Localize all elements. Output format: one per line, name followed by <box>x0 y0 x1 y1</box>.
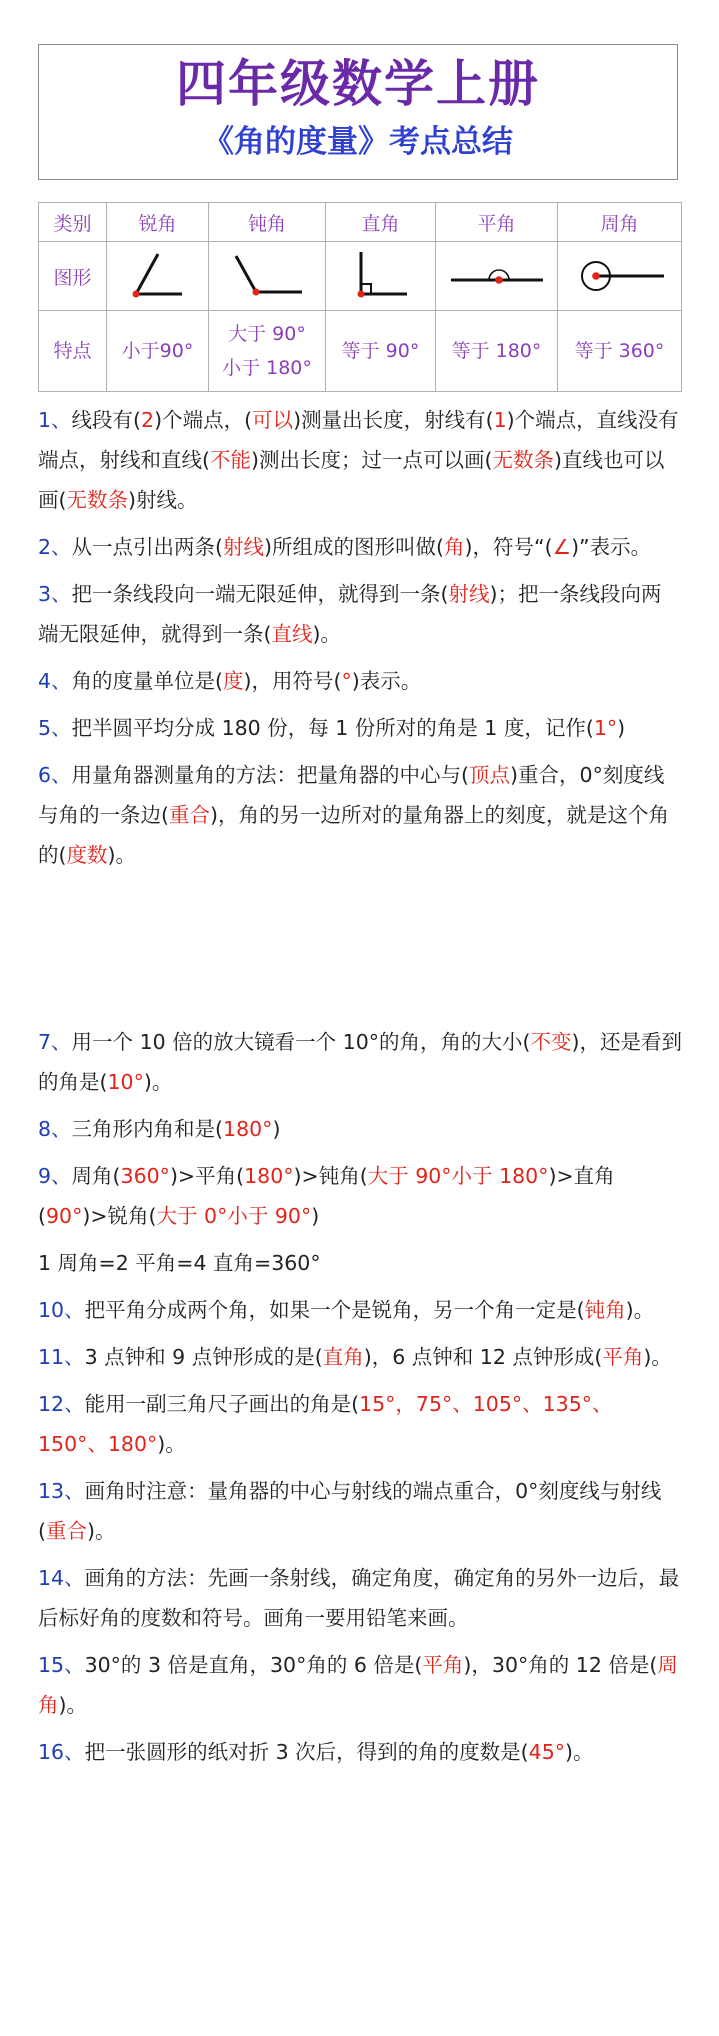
point-13: 13、画角时注意：量角器的中心与射线的端点重合，0°刻度线与射线(重合)。 <box>38 1479 662 1543</box>
header-right: 直角 <box>326 203 436 242</box>
acute-feature: 小于90° <box>107 311 209 392</box>
full-feature: 等于 360° <box>558 311 682 392</box>
table-shape-row <box>39 242 682 311</box>
header-acute: 锐角 <box>107 203 209 242</box>
point-15: 15、30°的 3 倍是直角，30°角的 6 倍是(平角)，30°角的 12 倍是(周角)。 <box>38 1653 678 1717</box>
point-11: 11、3 点钟和 9 点钟形成的是(直角)，6 点钟和 12 点钟形成(平角)。 <box>38 1345 672 1369</box>
table-header-row <box>39 203 682 242</box>
angle-types-table <box>38 202 681 392</box>
table-feature-row <box>39 311 682 392</box>
straight-feature: 等于 180° <box>436 311 558 392</box>
straight-angle-figure <box>436 242 558 311</box>
point-9-equation: 1 周角=2 平角=4 直角=360° <box>38 1251 321 1275</box>
obtuse-angle-figure <box>209 242 326 311</box>
point-14: 14、画角的方法：先画一条射线，确定角度，确定角的另外一边后，最后标好角的度数和符号。画角一要用铅笔来画。 <box>38 1566 680 1630</box>
blank-gap <box>38 882 682 1022</box>
point-9: 9、周角(360°)>平角(180°)>钝角(大于 90°小于 180°)>直角(90°)>锐角(大于 0°小于 90°) <box>38 1164 615 1228</box>
obtuse-feature-line1: 大于 90° <box>228 323 306 345</box>
obtuse-feature-line2: 小于 180° <box>222 357 312 379</box>
right-feature: 等于 90° <box>326 311 436 392</box>
obtuse-feature <box>209 311 326 392</box>
row-label-shape: 图形 <box>39 242 107 311</box>
point-10: 10、把平角分成两个角，如果一个是锐角，另一个角一定是(钝角)。 <box>38 1298 655 1322</box>
point-3: 3、把一条线段向一端无限延伸，就得到一条(射线)；把一条线段向两端无限延伸，就得到一条(直线)。 <box>38 582 662 646</box>
row-label-feature: 特点 <box>39 311 107 392</box>
point-1: 1、线段有(2)个端点，(可以)测量出长度，射线有(1)个端点，直线没有端点，射线和直线(不能)测出长度；过一点可以画(无数条)直线也可以画(无数条)射线。 <box>38 408 679 512</box>
header-obtuse: 钝角 <box>209 203 326 242</box>
point-16: 16、把一张圆形的纸对折 3 次后，得到的角的度数是(45°)。 <box>38 1740 594 1764</box>
right-angle-figure <box>326 242 436 311</box>
page-subtitle: 《角的度量》考点总结 <box>203 124 513 160</box>
full-angle-figure <box>558 242 682 311</box>
point-4: 4、角的度量单位是(度)，用符号(°)表示。 <box>38 669 422 693</box>
point-5: 5、把半圆平均分成 180 份，每 1 份所对的角是 1 度，记作(1°) <box>38 716 626 740</box>
point-8: 8、三角形内角和是(180°) <box>38 1117 281 1141</box>
point-6: 6、用量角器测量角的方法：把量角器的中心与(顶点)重合，0°刻度线与角的一条边(重合)，角的另一边所对的量角器上的刻度，就是这个角的(度数)。 <box>38 763 669 867</box>
acute-angle-figure <box>107 242 209 311</box>
title-box <box>38 44 678 180</box>
page-title: 四年级数学上册 <box>176 55 540 113</box>
knowledge-points <box>38 400 682 1779</box>
point-2: 2、从一点引出两条(射线)所组成的图形叫做(角)，符号“(∠)”表示。 <box>38 535 652 559</box>
point-7: 7、用一个 10 倍的放大镜看一个 10°的角，角的大小(不变)，还是看到的角是(10°)。 <box>38 1030 683 1094</box>
header-category: 类别 <box>39 203 107 242</box>
header-straight: 平角 <box>436 203 558 242</box>
point-12: 12、能用一副三角尺子画出的角是(15°，75°、105°、135°、150°、180°)。 <box>38 1392 613 1456</box>
header-full: 周角 <box>558 203 682 242</box>
